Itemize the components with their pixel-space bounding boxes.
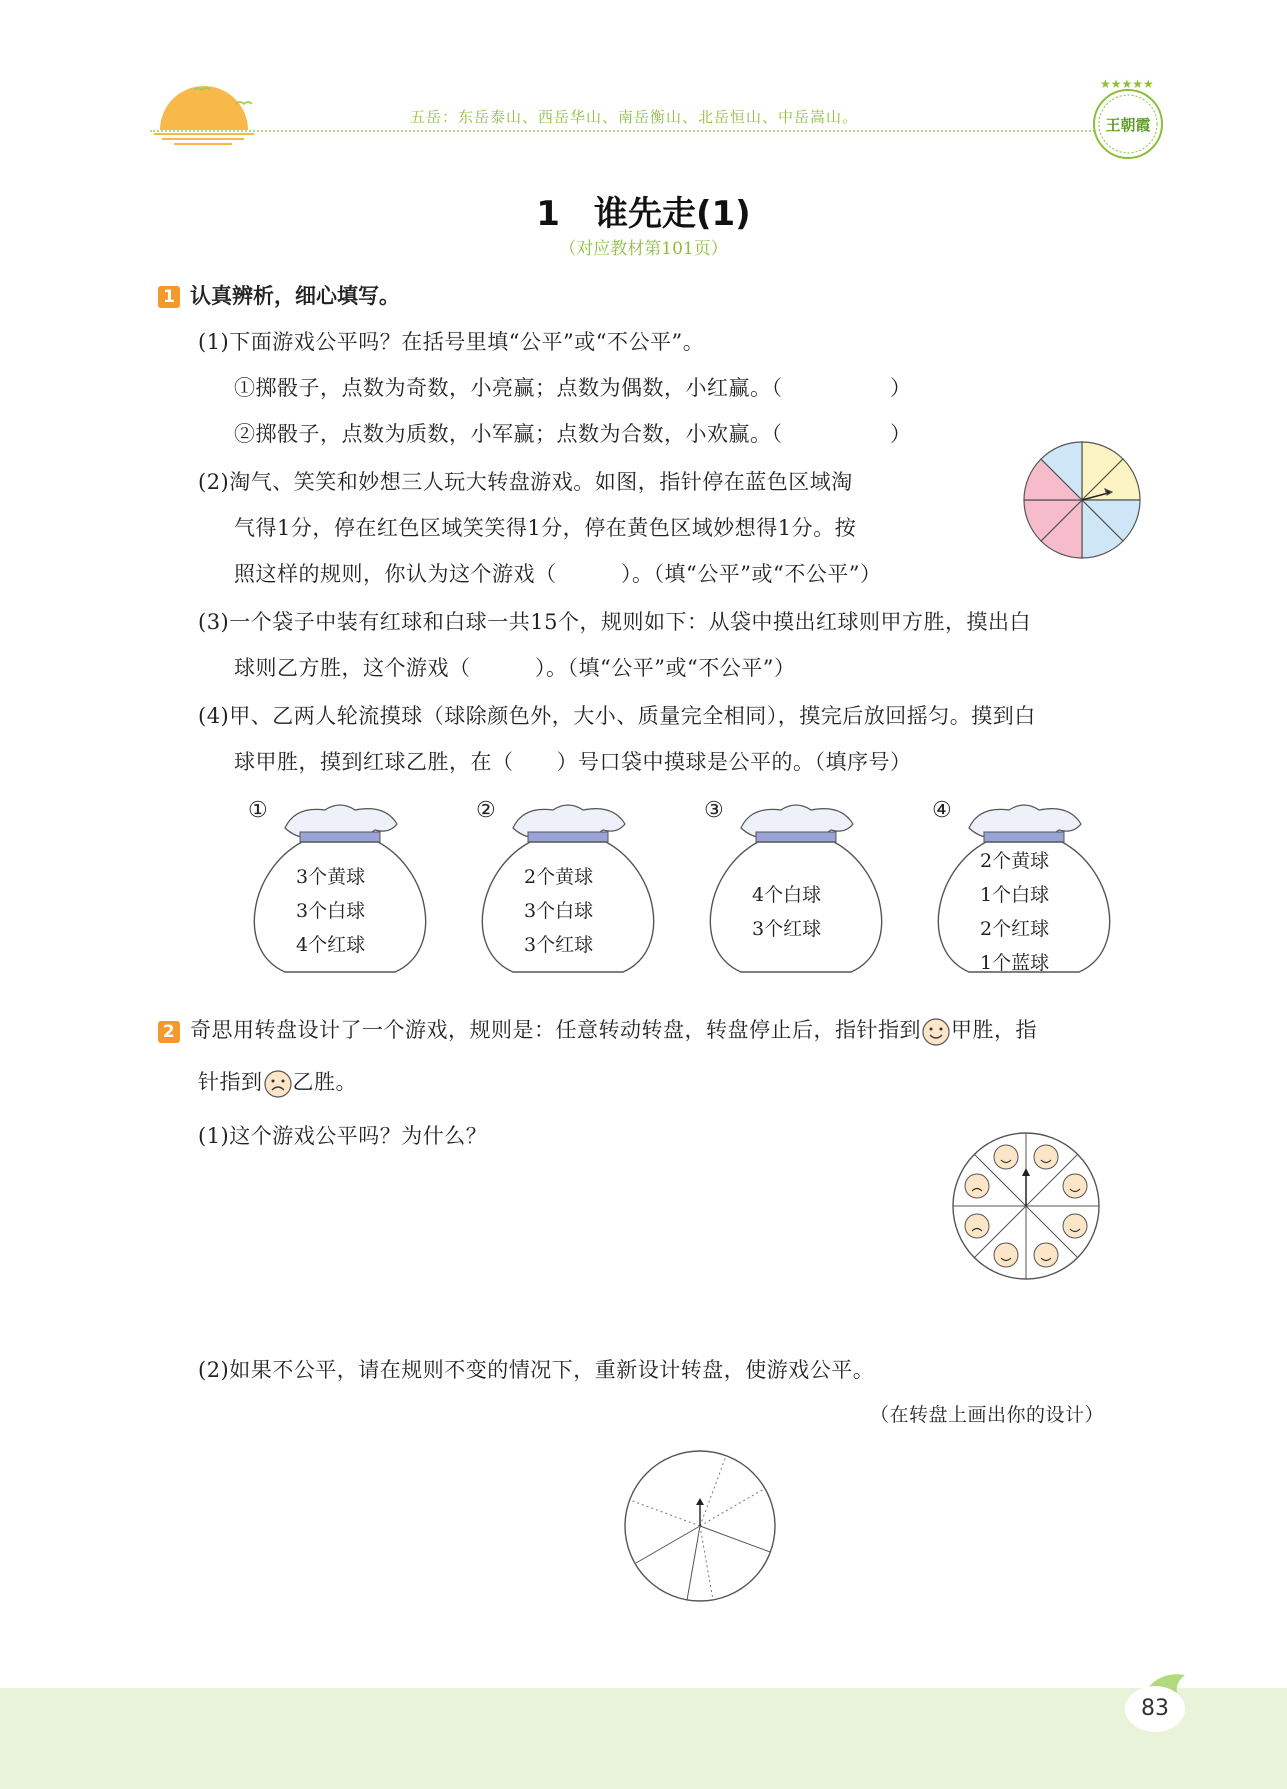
bag-ball-count: 3个白球	[524, 900, 594, 922]
badge-text: 王朝霞	[1105, 116, 1151, 134]
q2-line2	[198, 1066, 357, 1099]
header-divider	[150, 130, 1095, 132]
q1-part4-line1: (4)甲、乙两人轮流摸球（球除颜色外，大小、质量完全相同），摸完后放回摇匀。摸到白	[198, 704, 1036, 728]
q2-line1-b: 甲胜，指	[951, 1018, 1037, 1042]
smiley-face-icon	[921, 1017, 951, 1047]
brand-badge-icon	[1088, 74, 1168, 166]
q1-part1-a[interactable]: ①掷骰子，点数为奇数，小亮赢；点数为偶数，小红赢。（ ）	[234, 376, 912, 400]
bag-2	[468, 790, 668, 980]
face-spinner	[950, 1130, 1102, 1282]
bag-ball-count: 3个白球	[296, 900, 366, 922]
bag-3	[696, 790, 896, 980]
bag-1	[240, 790, 440, 980]
q2-line2-a: 针指到	[198, 1070, 263, 1094]
q1-part4-line2[interactable]: 球甲胜，摸到红球乙胜，在（ ）号口袋中摸球是公平的。（填序号）	[234, 750, 912, 774]
q1-part2-line3[interactable]: 照这样的规则，你认为这个游戏（ ）。（填“公平”或“不公平”）	[234, 562, 882, 586]
q1-part2-line2: 气得1分，停在红色区域笑笑得1分，停在黄色区域妙想得1分。按	[234, 516, 857, 540]
q1-heading-row	[158, 280, 400, 310]
q2-note: （在转盘上画出你的设计）	[870, 1404, 1105, 1426]
q2-part2: (2)如果不公平，请在规则不变的情况下，重新设计转盘，使游戏公平。	[198, 1358, 875, 1382]
q2-number-badge: 2	[158, 1021, 180, 1043]
q2-part1: (1)这个游戏公平吗？为什么？	[198, 1124, 488, 1148]
q1-part2-line1: (2)淘气、笑笑和妙想三人玩大转盘游戏。如图，指针停在蓝色区域淘	[198, 470, 853, 494]
bag-ball-count: 1个白球	[980, 884, 1050, 906]
bag-ball-count: 4个红球	[296, 934, 366, 956]
q1-part3-line2[interactable]: 球则乙方胜，这个游戏（ ）。（填“公平”或“不公平”）	[234, 656, 796, 680]
page-title: 1 谁先走(1)	[536, 194, 751, 234]
bag-number: ④	[932, 798, 952, 823]
svg-text:★★★★★: ★★★★★	[1100, 77, 1154, 91]
bag-ball-count: 3个黄球	[296, 866, 366, 888]
bag-number: ③	[704, 798, 724, 823]
bag-4	[924, 790, 1124, 980]
bag-number: ①	[248, 798, 268, 823]
sunset-logo-icon	[150, 72, 260, 152]
bag-ball-count: 2个红球	[980, 918, 1050, 940]
bag-ball-count: 1个蓝球	[980, 952, 1050, 974]
bag-ball-count: 4个白球	[752, 884, 822, 906]
bag-number: ②	[476, 798, 496, 823]
q1-number-badge: 1	[158, 286, 180, 308]
page-number: 83	[1125, 1686, 1185, 1732]
footer-band	[0, 1688, 1287, 1789]
color-spinner	[1020, 438, 1144, 562]
q2-line1	[158, 1014, 1037, 1047]
sad-face-icon	[263, 1069, 293, 1099]
q1-part1-b[interactable]: ②掷骰子，点数为质数，小军赢；点数为合数，小欢赢。（ ）	[234, 422, 912, 446]
bag-ball-count: 2个黄球	[980, 850, 1050, 872]
bag-ball-count: 3个红球	[524, 934, 594, 956]
q2-line1-a: 奇思用转盘设计了一个游戏，规则是：任意转动转盘，转盘停止后，指针指到	[190, 1018, 921, 1042]
q1-part3-line1: (3)一个袋子中装有红球和白球一共15个，规则如下：从袋中摸出红球则甲方胜，摸出白	[198, 610, 1031, 634]
blank-spinner[interactable]	[620, 1446, 780, 1606]
page-subtitle: （对应教材第101页）	[559, 239, 728, 259]
bag-ball-count: 2个黄球	[524, 866, 594, 888]
bag-ball-count: 3个红球	[752, 918, 822, 940]
q1-heading: 认真辨析，细心填写。	[190, 284, 400, 308]
header-motto: 五岳：东岳泰山、西岳华山、南岳衡山、北岳恒山、中岳嵩山。	[410, 108, 859, 126]
q1-part1: (1)下面游戏公平吗？在括号里填“公平”或“不公平”。	[198, 330, 705, 354]
q2-line2-b: 乙胜。	[292, 1070, 357, 1094]
